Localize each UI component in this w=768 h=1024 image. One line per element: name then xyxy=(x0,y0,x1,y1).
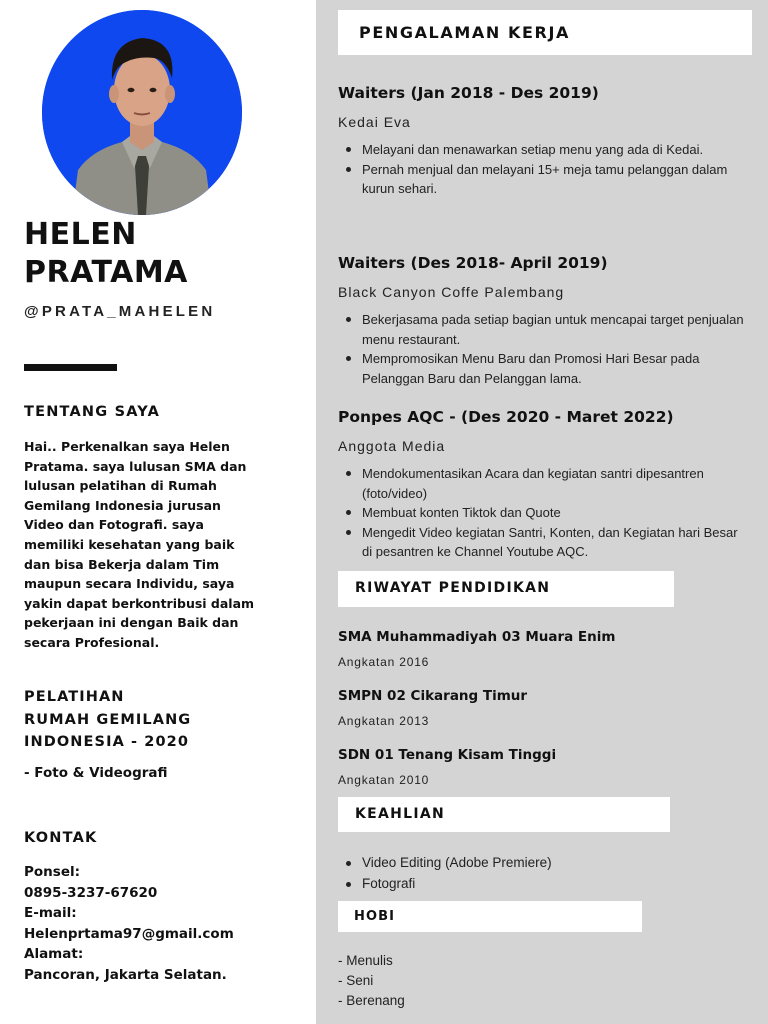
experience-title: PENGALAMAN KERJA xyxy=(359,23,570,42)
job-entry xyxy=(338,84,750,199)
job-bullet: Mempromosikan Menu Baru dan Promosi Hari Besar pada Pelanggan Baru dan Pelanggan lama. xyxy=(338,349,750,388)
job-bullet: Mengedit Video kegiatan Santri, Konten, dan Kegiatan hari Besar di pesantren ke Channel Youtube AQC. xyxy=(338,523,750,562)
job-title: Ponpes AQC - (Des 2020 - Maret 2022) xyxy=(338,408,674,426)
email-label: E-mail: xyxy=(24,905,77,921)
profile-photo xyxy=(42,10,242,215)
full-name xyxy=(24,216,188,292)
hobbies-header xyxy=(338,901,642,932)
job-bullets xyxy=(338,310,750,388)
job-entry xyxy=(338,254,750,388)
left-column xyxy=(0,0,316,1024)
contact-details xyxy=(24,862,234,985)
about-text: Hai.. Perkenalkan saya Helen Pratama. saya lulusan SMA dan lulusan pelatihan di Rumah Gemilang Indonesia jurusan Video dan Fotografi. saya memiliki kesehatan yang baik dan bisa Bekerja dalam Tim maupun secara Individu, saya yakin dapat berkontribusi dalam pekerjaan ini dengan Baik dan secara Profesional. xyxy=(24,439,255,650)
address-label: Alamat: xyxy=(24,946,84,962)
school-year: Angkatan 2013 xyxy=(338,714,430,728)
job-bullets xyxy=(338,140,750,199)
skills-header xyxy=(338,797,670,832)
job-company: Kedai Eva xyxy=(338,114,411,130)
job-bullets xyxy=(338,464,750,562)
hobby-item: - Menulis xyxy=(338,953,393,968)
address-value: Pancoran, Jakarta Selatan. xyxy=(24,966,227,983)
hobby-item: - Seni xyxy=(338,973,374,988)
name-line-1: HELEN xyxy=(24,217,137,252)
training-line-1: PELATIHAN xyxy=(24,689,125,705)
job-company: Anggota Media xyxy=(338,438,446,454)
phone-label: Ponsel: xyxy=(24,864,80,880)
skills-list xyxy=(338,853,552,894)
school-year: Angkatan 2016 xyxy=(338,655,430,669)
school-year: Angkatan 2010 xyxy=(338,773,430,787)
about-title: TENTANG SAYA xyxy=(24,404,161,420)
job-company: Black Canyon Coffe Palembang xyxy=(338,284,565,300)
education-entry xyxy=(338,688,527,728)
education-entry xyxy=(338,747,556,787)
school-name: SDN 01 Tenang Kisam Tinggi xyxy=(338,747,557,763)
education-header xyxy=(338,571,674,607)
job-bullet: Mendokumentasikan Acara dan kegiatan santri dipesantren (foto/video) xyxy=(338,464,750,503)
contact-title: KONTAK xyxy=(24,830,98,846)
name-line-2: PRATAMA xyxy=(24,255,188,290)
divider-bar xyxy=(24,364,117,371)
education-title: RIWAYAT PENDIDIKAN xyxy=(355,580,551,596)
training-item: - Foto & Videografi xyxy=(24,765,168,781)
job-entry xyxy=(338,408,750,562)
job-bullet: Pernah menjual dan melayani 15+ meja tamu pelanggan dalam kurun sehari. xyxy=(338,160,750,199)
job-title: Waiters (Jan 2018 - Des 2019) xyxy=(338,84,599,102)
school-name: SMPN 02 Cikarang Timur xyxy=(338,688,528,704)
training-line-3: INDONESIA - 2020 xyxy=(24,734,190,750)
school-name: SMA Muhammadiyah 03 Muara Enim xyxy=(338,629,616,645)
job-bullet: Membuat konten Tiktok dan Quote xyxy=(338,503,750,523)
skill-item: Video Editing (Adobe Premiere) xyxy=(338,853,552,874)
job-bullet: Melayani dan menawarkan setiap menu yang ada di Kedai. xyxy=(338,140,750,160)
person-photo-icon xyxy=(42,10,242,215)
education-entry xyxy=(338,629,615,669)
job-bullet: Bekerjasama pada setiap bagian untuk mencapai target penjualan menu restaurant. xyxy=(338,310,750,349)
phone-value: 0895-3237-67620 xyxy=(24,884,158,901)
skills-title: KEAHLIAN xyxy=(355,806,446,822)
hobby-item: - Berenang xyxy=(338,993,405,1008)
email-value: Helenprtama97@gmail.com xyxy=(24,925,234,942)
experience-header xyxy=(338,10,752,55)
hobbies-list xyxy=(338,951,405,1011)
social-handle: @PRATA_MAHELEN xyxy=(24,303,216,320)
training-title xyxy=(24,686,191,754)
job-title: Waiters (Des 2018- April 2019) xyxy=(338,254,608,272)
skill-item: Fotografi xyxy=(338,874,552,895)
hobbies-title: HOBI xyxy=(354,909,396,924)
training-line-2: RUMAH GEMILANG xyxy=(24,711,192,728)
